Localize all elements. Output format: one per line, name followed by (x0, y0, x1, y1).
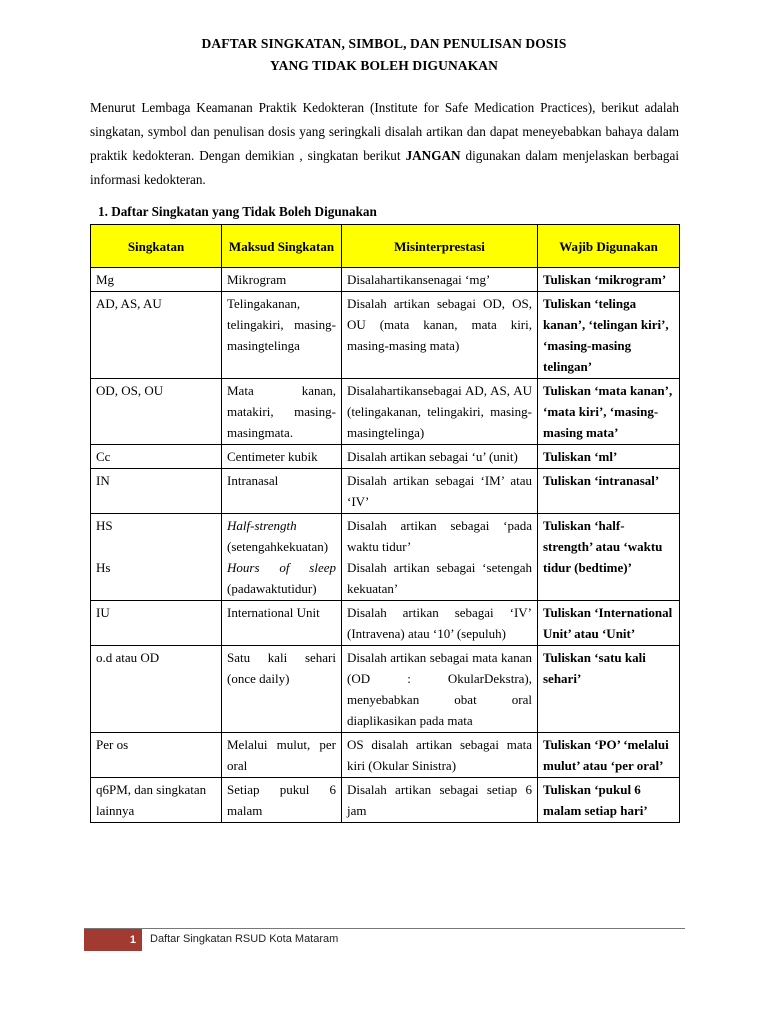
intro-text-2: digunakan dalam menjelaskan berbagai informasi kedokteran. (90, 148, 680, 187)
cell-singkatan-line-1: HS (96, 518, 113, 533)
cell-wajib: Tuliskan ‘PO’ ‘melalui mulut’ atau ‘per oral’ (538, 733, 680, 778)
cell-misinterpretasi: OS disalah artikan sebagai mata kiri (Okular Sinistra) (342, 733, 538, 778)
cell-singkatan: Mg (91, 268, 222, 292)
footer-page-number: 1 (84, 929, 142, 951)
table-row (91, 292, 680, 379)
cell-singkatan: Per os (91, 733, 222, 778)
cell-wajib: Tuliskan ‘ml’ (538, 445, 680, 469)
cell-misinterpretasi: Disalah artikan sebagai setiap 6 jam (342, 778, 538, 823)
cell-wajib: Tuliskan ‘mikrogram’ (538, 268, 680, 292)
cell-maksud: Setiap pukul 6 malam (222, 778, 342, 823)
cell-wajib: Tuliskan ‘pukul 6 malam setiap hari’ (538, 778, 680, 823)
cell-misinterpretasi: Disalahartikansebagai AD, AS, AU (telingakanan, telingakiri, masing-masingtelinga) (342, 379, 538, 445)
table-row (91, 646, 680, 733)
cell-singkatan-line-2: Hs (96, 560, 111, 575)
cell-misinterpretasi: Disalah artikan sebagai ‘u’ (unit) (342, 445, 538, 469)
header-wajib: Wajib Digunakan (538, 225, 680, 268)
cell-maksud: Intranasal (222, 469, 342, 514)
cell-maksud: Telingakanan, telingakiri, masing-masingtelinga (222, 292, 342, 379)
table-row (91, 601, 680, 646)
table-row (91, 379, 680, 445)
misinterpretasi-line-1: Disalah artikan sebagai ‘pada waktu tidur’ (347, 518, 532, 554)
intro-paragraph (90, 96, 679, 192)
cell-singkatan: OD, OS, OU (91, 379, 222, 445)
cell-singkatan: q6PM, dan singkatan lainnya (91, 778, 222, 823)
maksud-text-1: (setengahkekuatan) (227, 539, 329, 554)
table-row (91, 469, 680, 514)
cell-wajib: Tuliskan ‘mata kanan’, ‘mata kiri’, ‘masing-masing mata’ (538, 379, 680, 445)
section-title: 1. Daftar Singkatan yang Tidak Boleh Digunakan (98, 204, 377, 219)
cell-misinterpretasi (342, 514, 538, 601)
cell-maksud: Mata kanan, matakiri, masing-masingmata. (222, 379, 342, 445)
misinterpretasi-line-2: Disalah artikan sebagai ‘setengah kekuatan’ (347, 560, 532, 596)
cell-maksud: Mikrogram (222, 268, 342, 292)
table-row (91, 268, 680, 292)
cell-misinterpretasi: Disalah artikan sebagai mata kanan (OD : OkularDekstra), menyebabkan obat oral diaplikasikan pada mata (342, 646, 538, 733)
table-row (91, 733, 680, 778)
footer-text: Daftar Singkatan RSUD Kota Mataram (150, 933, 339, 945)
cell-misinterpretasi: Disalah artikan sebagai ‘IV’ (Intravena) atau ‘10’ (sepuluh) (342, 601, 538, 646)
cell-singkatan: IU (91, 601, 222, 646)
cell-wajib: Tuliskan ‘intranasal’ (538, 469, 680, 514)
cell-maksud: Centimeter kubik (222, 445, 342, 469)
maksud-italic-1: Half-strength (227, 518, 297, 533)
abbreviation-table (90, 224, 680, 823)
cell-maksud: Satu kali sehari (once daily) (222, 646, 342, 733)
cell-singkatan: AD, AS, AU (91, 292, 222, 379)
table-row (91, 445, 680, 469)
maksud-text-2: (padawaktutidur) (227, 581, 317, 596)
cell-misinterpretasi: Disalahartikansenagai ‘mg’ (342, 268, 538, 292)
cell-wajib: Tuliskan ‘International Unit’ atau ‘Unit’ (538, 601, 680, 646)
table-row (91, 778, 680, 823)
cell-maksud: Melalui mulut, per oral (222, 733, 342, 778)
intro-emphasis: JANGAN (405, 148, 461, 163)
header-misinterpretasi: Misinterprestasi (342, 225, 538, 268)
footer-divider (84, 928, 685, 929)
cell-wajib: Tuliskan ‘half-strength’ atau ‘waktu tidur (bedtime)’ (538, 514, 680, 601)
cell-misinterpretasi: Disalah artikan sebagai OD, OS, OU (mata kanan, mata kiri, masing-masing mata) (342, 292, 538, 379)
cell-singkatan (91, 514, 222, 601)
cell-singkatan-spacer (96, 536, 216, 557)
cell-singkatan: Cc (91, 445, 222, 469)
intro-text-1: Menurut Lembaga Keamanan Praktik Kedokteran (Institute for Safe Medication Practices), berikut adalah singkatan, symbol dan penulisan dosis yang seringkali disalah artikan dan dapat meneyebabkan bahaya dalam praktik kedokteran. Dengan demikian , singkatan berikut (90, 100, 679, 163)
document-title-line-1: DAFTAR SINGKATAN, SIMBOL, DAN PENULISAN DOSIS (201, 36, 567, 51)
document-title-line-2: YANG TIDAK BOLEH DIGUNAKAN (269, 58, 498, 73)
cell-maksud (222, 514, 342, 601)
table-header-row (91, 225, 680, 268)
cell-wajib: Tuliskan ‘satu kali sehari’ (538, 646, 680, 733)
cell-wajib: Tuliskan ‘telinga kanan’, ‘telingan kiri’, ‘masing-masing telingan’ (538, 292, 680, 379)
cell-singkatan: o.d atau OD (91, 646, 222, 733)
cell-misinterpretasi: Disalah artikan sebagai ‘IM’ atau ‘IV’ (342, 469, 538, 514)
header-maksud: Maksud Singkatan (222, 225, 342, 268)
maksud-italic-2: Hours of sleep (227, 560, 336, 575)
header-singkatan: Singkatan (91, 225, 222, 268)
table-row (91, 514, 680, 601)
cell-singkatan: IN (91, 469, 222, 514)
cell-maksud: International Unit (222, 601, 342, 646)
